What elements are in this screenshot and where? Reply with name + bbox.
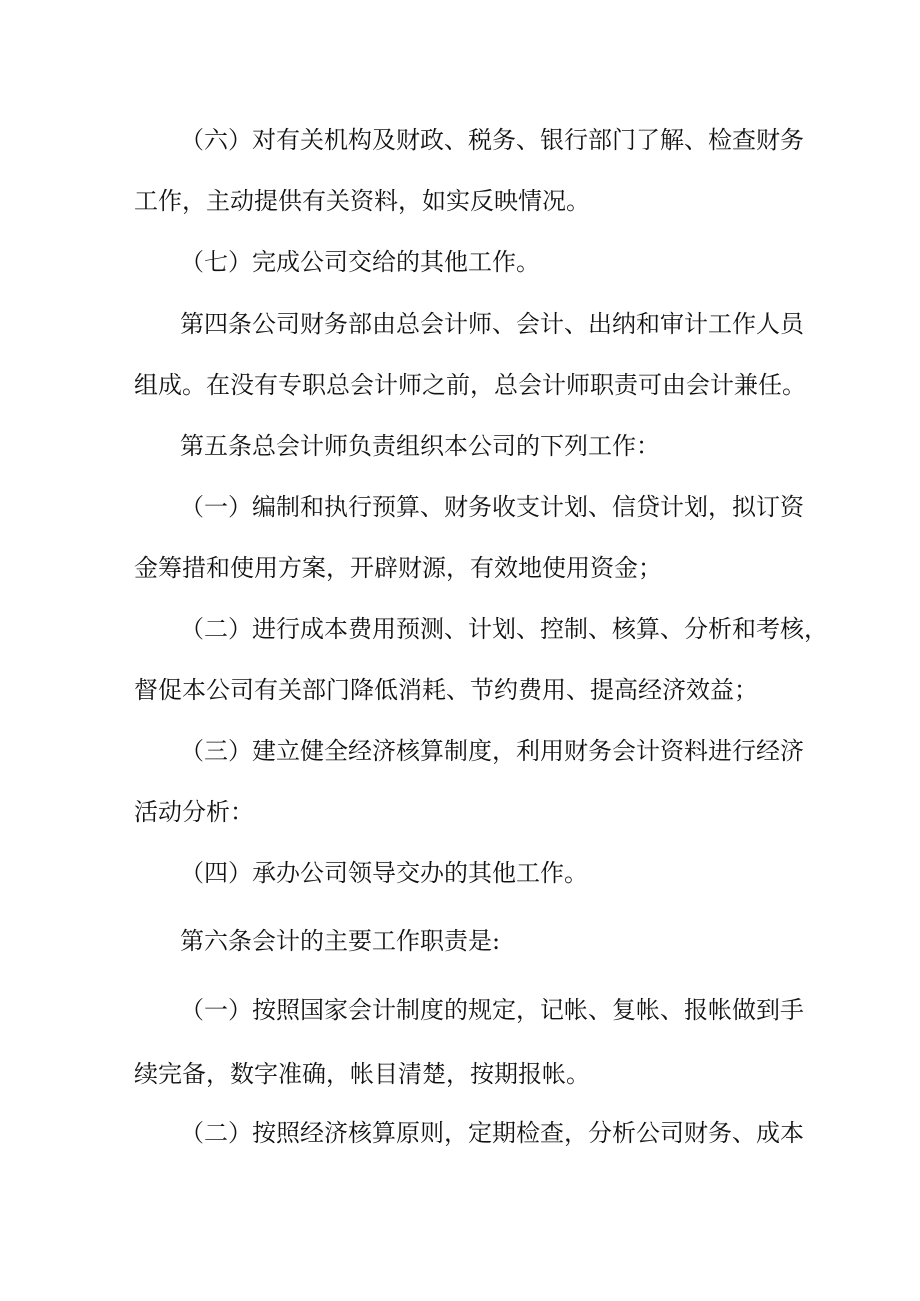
paragraph-line: 工作，主动提供有关资料，如实反映情况。 [134, 187, 590, 215]
paragraph-line: （四）承办公司领导交办的其他工作。 [180, 859, 588, 887]
paragraph-line: （二）按照经济核算原则，定期检查，分析公司财务、成本 [180, 1119, 804, 1147]
paragraph-line: （一）编制和执行预算、财务收支计划、信贷计划，拟订资 [180, 493, 804, 521]
paragraph-line: 第四条公司财务部由总会计师、会计、出纳和审计工作人员 [180, 310, 804, 338]
paragraph-line: （二）进行成本费用预测、计划、控制、核算、分析和考核， [180, 615, 828, 643]
paragraph-line: 第六条会计的主要工作职责是: [180, 927, 501, 955]
paragraph-line: 续完备，数字准确，帐目清楚，按期报帐。 [134, 1060, 590, 1088]
paragraph-line: 金筹措和使用方案，开辟财源，有效地使用资金； [134, 554, 662, 582]
paragraph-line: （六）对有关机构及财政、税务、银行部门了解、检查财务 [180, 126, 804, 154]
paragraph-line: 第五条总会计师负责组织本公司的下列工作： [180, 432, 660, 460]
paragraph-line: （七）完成公司交给的其他工作。 [180, 248, 540, 276]
paragraph-line: 督促本公司有关部门降低消耗、节约费用、提高经济效益； [134, 676, 758, 704]
paragraph-line: （一）按照国家会计制度的规定，记帐、复帐、报帐做到手 [180, 996, 804, 1024]
paragraph-line: （三）建立健全经济核算制度，利用财务会计资料进行经济 [180, 737, 804, 765]
paragraph-line: 活动分析： [134, 798, 254, 826]
paragraph-line: 组成。在没有专职总会计师之前，总会计师职责可由会计兼任。 [134, 371, 806, 399]
